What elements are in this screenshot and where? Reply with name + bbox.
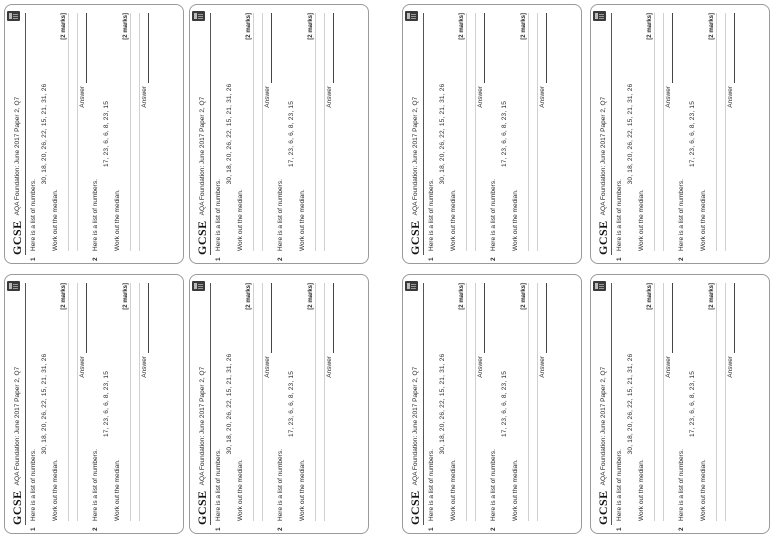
answer-row	[140, 283, 149, 525]
answer-label: Answer	[539, 356, 546, 378]
number-list: 30, 18, 20, 26, 22, 15, 21, 31, 26	[439, 353, 446, 455]
question-1	[427, 13, 485, 261]
card-sheet	[190, 5, 369, 264]
number-list: 17, 23, 6, 6, 8, 23, 15	[288, 370, 295, 438]
answer-row	[263, 13, 272, 255]
number-list: 17, 23, 6, 6, 8, 23, 15	[501, 100, 508, 168]
answer-line[interactable]	[265, 13, 272, 83]
answer-line[interactable]	[327, 283, 334, 353]
number-list: 30, 18, 20, 26, 22, 15, 21, 31, 26	[627, 83, 634, 185]
answer-row	[263, 283, 272, 525]
card-sheet	[403, 275, 582, 534]
answer-label: Answer	[79, 86, 86, 108]
answer-label: Answer	[326, 86, 333, 108]
question-task: Work out the median.	[450, 459, 457, 521]
question-intro: Here is a list of numbers.	[428, 449, 435, 521]
calculator-icon	[405, 281, 418, 291]
question-number: 1	[215, 527, 222, 531]
gcse-logo: GCSE	[407, 490, 422, 525]
answer-row	[325, 13, 334, 255]
marks-label: [2 marks]	[647, 283, 653, 310]
marks-label: [2 marks]	[246, 13, 252, 40]
card-header	[595, 13, 612, 255]
answer-row	[78, 283, 87, 525]
answer-row	[325, 283, 334, 525]
question-1	[615, 283, 673, 531]
question-number: 1	[215, 257, 222, 261]
marks-label: [2 marks]	[709, 13, 715, 40]
paper-reference: AQA Foundation: June 2017 Paper 2, Q7	[411, 366, 419, 486]
answer-row	[664, 283, 673, 525]
question-task: Work out the median.	[450, 189, 457, 251]
answer-line[interactable]	[142, 283, 149, 353]
question-intro: Here is a list of numbers.	[490, 179, 497, 251]
question-task: Work out the median.	[638, 459, 645, 521]
question-2	[489, 13, 547, 261]
answer-line[interactable]	[80, 13, 87, 83]
paper-reference: AQA Foundation: June 2017 Paper 2, Q7	[13, 96, 21, 216]
card-header	[194, 13, 211, 255]
question-2	[91, 283, 149, 531]
answer-row	[476, 13, 485, 255]
question-intro: Here is a list of numbers.	[215, 449, 222, 521]
card-header	[407, 283, 424, 525]
question-task: Work out the median.	[237, 459, 244, 521]
answer-row	[538, 283, 547, 525]
question-number: 1	[428, 257, 435, 261]
answer-label: Answer	[326, 356, 333, 378]
calculator-icon	[593, 11, 606, 21]
question-intro: Here is a list of numbers.	[30, 179, 37, 251]
marks-label: [2 marks]	[61, 283, 67, 310]
question-task: Work out the median.	[512, 189, 519, 251]
question-card	[590, 4, 770, 264]
question-card	[189, 274, 369, 534]
card-header	[407, 13, 424, 255]
question-task: Work out the median.	[114, 189, 121, 251]
marks-label: [2 marks]	[709, 283, 715, 310]
number-list: 30, 18, 20, 26, 22, 15, 21, 31, 26	[41, 83, 48, 185]
question-card	[4, 274, 184, 534]
number-list: 17, 23, 6, 6, 8, 23, 15	[103, 370, 110, 438]
question-number: 1	[30, 257, 37, 261]
number-list: 30, 18, 20, 26, 22, 15, 21, 31, 26	[627, 353, 634, 455]
calculator-icon	[192, 281, 205, 291]
answer-line[interactable]	[666, 13, 673, 83]
card-sheet	[5, 275, 184, 534]
number-list: 30, 18, 20, 26, 22, 15, 21, 31, 26	[226, 83, 233, 185]
question-card	[402, 4, 582, 264]
question-intro: Here is a list of numbers.	[92, 449, 99, 521]
question-number: 2	[277, 257, 284, 261]
question-task: Work out the median.	[114, 459, 121, 521]
answer-line[interactable]	[478, 283, 485, 353]
question-number: 1	[30, 527, 37, 531]
answer-label: Answer	[141, 86, 148, 108]
question-number: 2	[92, 527, 99, 531]
question-task: Work out the median.	[512, 459, 519, 521]
answer-label: Answer	[264, 356, 271, 378]
card-sheet	[403, 5, 582, 264]
answer-line[interactable]	[728, 13, 735, 83]
paper-reference: AQA Foundation: June 2017 Paper 2, Q7	[13, 366, 21, 486]
answer-row	[538, 13, 547, 255]
question-intro: Here is a list of numbers.	[616, 179, 623, 251]
number-list: 30, 18, 20, 26, 22, 15, 21, 31, 26	[41, 353, 48, 455]
answer-row	[78, 13, 87, 255]
question-number: 2	[490, 527, 497, 531]
marks-label: [2 marks]	[123, 13, 129, 40]
question-2	[677, 13, 735, 261]
question-intro: Here is a list of numbers.	[277, 179, 284, 251]
paper-reference: AQA Foundation: June 2017 Paper 2, Q7	[599, 96, 607, 216]
question-intro: Here is a list of numbers.	[678, 179, 685, 251]
answer-label: Answer	[477, 356, 484, 378]
answer-line[interactable]	[728, 283, 735, 353]
number-list: 17, 23, 6, 6, 8, 23, 15	[689, 370, 696, 438]
paper-reference: AQA Foundation: June 2017 Paper 2, Q7	[599, 366, 607, 486]
card-header	[9, 13, 26, 255]
question-number: 2	[92, 257, 99, 261]
answer-line[interactable]	[540, 13, 547, 83]
calculator-icon	[7, 11, 20, 21]
question-number: 2	[277, 527, 284, 531]
card-sheet	[591, 275, 770, 534]
answer-row	[476, 283, 485, 525]
paper-reference: AQA Foundation: June 2017 Paper 2, Q7	[198, 96, 206, 216]
question-task: Work out the median.	[638, 189, 645, 251]
question-1	[615, 13, 673, 261]
question-task: Work out the median.	[299, 459, 306, 521]
question-2	[91, 13, 149, 261]
answer-label: Answer	[79, 356, 86, 378]
question-2	[276, 13, 334, 261]
number-list: 30, 18, 20, 26, 22, 15, 21, 31, 26	[439, 83, 446, 185]
answer-row	[664, 13, 673, 255]
question-1	[427, 283, 485, 531]
question-card	[189, 4, 369, 264]
number-list: 17, 23, 6, 6, 8, 23, 15	[288, 100, 295, 168]
answer-label: Answer	[264, 86, 271, 108]
question-1	[214, 13, 272, 261]
question-intro: Here is a list of numbers.	[616, 449, 623, 521]
question-card	[590, 274, 770, 534]
card-header	[595, 283, 612, 525]
card-header	[9, 283, 26, 525]
answer-row	[726, 13, 735, 255]
gcse-logo: GCSE	[9, 220, 24, 255]
answer-label: Answer	[141, 356, 148, 378]
question-intro: Here is a list of numbers.	[277, 449, 284, 521]
question-number: 1	[616, 527, 623, 531]
gcse-logo: GCSE	[595, 220, 610, 255]
answer-label: Answer	[665, 356, 672, 378]
marks-label: [2 marks]	[459, 283, 465, 310]
question-number: 2	[678, 527, 685, 531]
question-1	[29, 283, 87, 531]
calculator-icon	[7, 281, 20, 291]
answer-label: Answer	[727, 356, 734, 378]
card-sheet	[5, 5, 184, 264]
answer-row	[140, 13, 149, 255]
card-sheet	[190, 275, 369, 534]
number-list: 30, 18, 20, 26, 22, 15, 21, 31, 26	[226, 353, 233, 455]
number-list: 17, 23, 6, 6, 8, 23, 15	[501, 370, 508, 438]
question-intro: Here is a list of numbers.	[30, 449, 37, 521]
question-card	[402, 274, 582, 534]
question-task: Work out the median.	[52, 459, 59, 521]
paper-reference: AQA Foundation: June 2017 Paper 2, Q7	[198, 366, 206, 486]
marks-label: [2 marks]	[123, 283, 129, 310]
question-intro: Here is a list of numbers.	[490, 449, 497, 521]
paper-reference: AQA Foundation: June 2017 Paper 2, Q7	[411, 96, 419, 216]
calculator-icon	[593, 281, 606, 291]
answer-line[interactable]	[540, 283, 547, 353]
card-header	[194, 283, 211, 525]
question-card	[4, 4, 184, 264]
number-list: 17, 23, 6, 6, 8, 23, 15	[689, 100, 696, 168]
answer-label: Answer	[539, 86, 546, 108]
answer-line[interactable]	[666, 283, 673, 353]
gcse-logo: GCSE	[194, 490, 209, 525]
answer-line[interactable]	[265, 283, 272, 353]
gcse-logo: GCSE	[595, 490, 610, 525]
question-1	[29, 13, 87, 261]
question-number: 1	[616, 257, 623, 261]
question-task: Work out the median.	[700, 189, 707, 251]
question-2	[489, 283, 547, 531]
question-number: 1	[428, 527, 435, 531]
question-2	[677, 283, 735, 531]
answer-line[interactable]	[327, 13, 334, 83]
question-task: Work out the median.	[52, 189, 59, 251]
marks-label: [2 marks]	[459, 13, 465, 40]
question-2	[276, 283, 334, 531]
marks-label: [2 marks]	[246, 283, 252, 310]
answer-label: Answer	[477, 86, 484, 108]
question-intro: Here is a list of numbers.	[678, 449, 685, 521]
marks-label: [2 marks]	[61, 13, 67, 40]
answer-line[interactable]	[142, 13, 149, 83]
question-number: 2	[678, 257, 685, 261]
answer-line[interactable]	[80, 283, 87, 353]
marks-label: [2 marks]	[647, 13, 653, 40]
question-task: Work out the median.	[299, 189, 306, 251]
marks-label: [2 marks]	[308, 283, 314, 310]
answer-label: Answer	[665, 86, 672, 108]
question-intro: Here is a list of numbers.	[428, 179, 435, 251]
answer-label: Answer	[727, 86, 734, 108]
gcse-logo: GCSE	[194, 220, 209, 255]
question-task: Work out the median.	[237, 189, 244, 251]
gcse-logo: GCSE	[9, 490, 24, 525]
card-sheet	[591, 5, 770, 264]
marks-label: [2 marks]	[308, 13, 314, 40]
question-1	[214, 283, 272, 531]
question-number: 2	[490, 257, 497, 261]
question-intro: Here is a list of numbers.	[215, 179, 222, 251]
calculator-icon	[192, 11, 205, 21]
marks-label: [2 marks]	[521, 283, 527, 310]
calculator-icon	[405, 11, 418, 21]
answer-line[interactable]	[478, 13, 485, 83]
gcse-logo: GCSE	[407, 220, 422, 255]
marks-label: [2 marks]	[521, 13, 527, 40]
number-list: 17, 23, 6, 6, 8, 23, 15	[103, 100, 110, 168]
question-intro: Here is a list of numbers.	[92, 179, 99, 251]
question-task: Work out the median.	[700, 459, 707, 521]
answer-row	[726, 283, 735, 525]
